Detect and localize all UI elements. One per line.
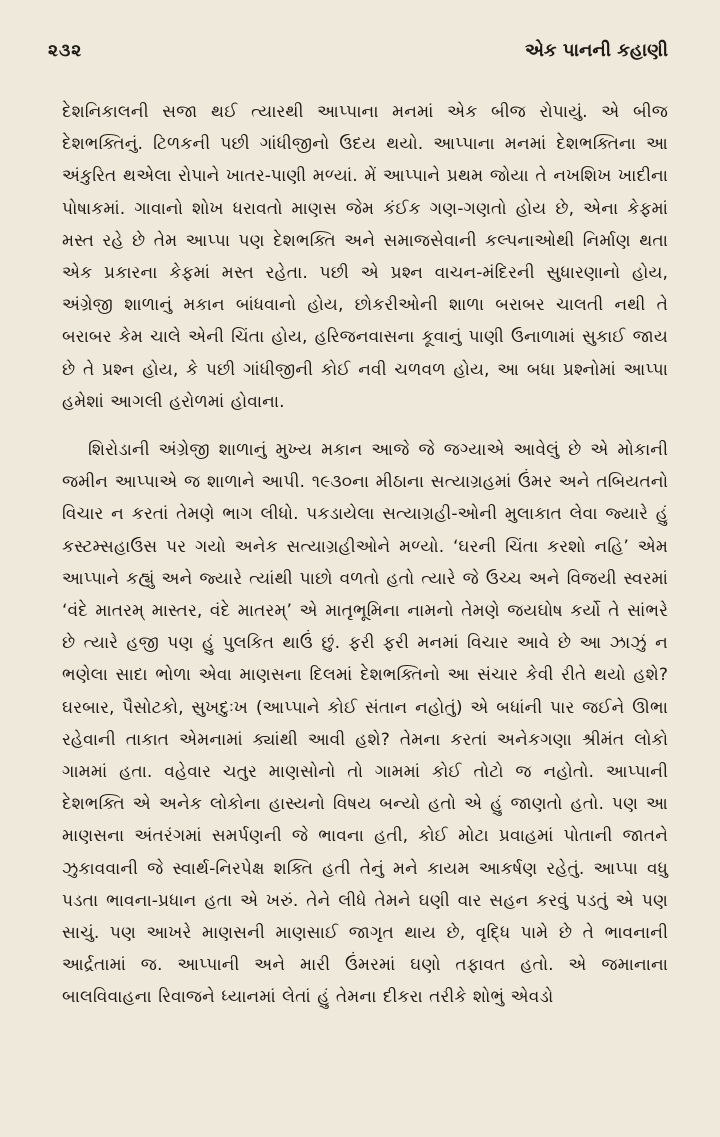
body-text (62, 96, 668, 1014)
paragraph-2: શિરોડાની અંગ્રેજી શાળાનું મુખ્ય મકાન આજે જે જગ્યાએ આવેલું છે એ મોકાની જમીન આપ્પાએ જ શાળાને આપી. ૧૯૩૦ના મીઠાના સત્યાગ્રહમાં ઉંમર અને તબિયતનો વિચાર ન કરતાં તેમણે ભાગ લીધો. પકડાયેલા સત્યાગ્રહી-ઓની મુલાકાત લેવા જ્યારે હું કસ્ટમ્સહાઉસ પર ગયો અનેક સત્યાગ્રહીઓને મળ્યો. ‘ઘરની ચિંતા કરશો નહિ’ એમ આપ્પાને કહ્યું અને જ્યારે ત્યાંથી પાછો વળતો હતો ત્યારે જે ઉચ્ચ અને વિજયી સ્વરમાં ‘વંદે માતરમ્ માસ્તર, વંદે માતરમ્’ એ માતૃભૂમિના નામનો તેમણે જયઘોષ કર્યો તે સાંભરે છે ત્યારે હજી પણ હું પુલકિત થાઉં છું. ફરી ફરી મનમાં વિચાર આવે છે આ ઝાઝું ન ભણેલા સાદા ભોળા એવા માણસના દિલમાં દેશભક્તિનો આ સંચાર કેવી રીતે થયો હશે? ઘરબાર, પૈસોટકો, સુખદુઃખ (આપ્પાને કોઈ સંતાન નહોતું) એ બધાંની પાર જઈને ઊભા રહેવાની તાકાત એમનામાં ક્યાંથી આવી હશે? તેમના કરતાં અનેકગણા શ્રીમંત લોકો ગામમાં હતા. વહેવાર ચતુર માણસોનો તો ગામમાં કોઈ તોટો જ નહોતો. આપ્પાની દેશભક્તિ એ અનેક લોકોના હાસ્યનો વિષય બન્યો હતો એ હું જાણતો હતો. પણ આ માણસના અંતરંગમાં સમર્પણની જે ભાવના હતી, કોઈ મોટા પ્રવાહમાં પોતાની જાતને ઝુકાવવાની જે સ્વાર્થ-નિરપેક્ષ શક્તિ હતી તેનું મને કાયમ આકર્ષણ રહેતું. આપ્પા વધુ પડતા ભાવના-પ્રધાન હતા એ ખરું. તેને લીધે તેમને ઘણી વાર સહન કરવું પડતું એ પણ સાચું. પણ આખરે માણસની માણસાઈ જાગૃત થાય છે, વૃદ્ધિ પામે છે તે ભાવનાની આર્દ્રતામાં જ. આપ્પાની અને મારી ઉંમરમાં ઘણો તફાવત હતો. એ જમાનાના બાલવિવાહના રિવાજને ધ્યાનમાં લેતાં હું તેમના દીકરા તરીકે શોભું એવડો (62, 440, 668, 1008)
running-title: એક પાનની કહાણી (524, 40, 668, 61)
page-header (48, 40, 668, 82)
page-number: ૨૩૨ (48, 41, 83, 61)
paragraph-1: દેશનિકાલની સજા થઈ ત્યારથી આપ્પાના મનમાં એક બીજ રોપાયું. એ બીજ દેશભક્તિનું. ટિળકની પછી ગાંધીજીનો ઉદય થયો. આપ્પાના મનમાં દેશભક્તિના આ અંકુરિત થએલા રોપાને ખાતર-પાણી મળ્યાં. મેં આપ્પાને પ્રથમ જોયા તે નખશિખ ખાદીના પોષાકમાં. ગાવાનો શોખ ધરાવતો માણસ જેમ કંઈક ગણ-ગણતો હોય છે, એના કેફમાં મસ્ત રહે છે તેમ આપ્પા પણ દેશભક્તિ અને સમાજસેવાની કલ્પનાઓથી નિર્માણ થતા એક પ્રકારના કેફમાં મસ્ત રહેતા. પછી એ પ્રશ્ન વાચન-મંદિરની સુધારણાનો હોય, અંગ્રેજી શાળાનું મકાન બાંધવાનો હોય, છોકરીઓની શાળા બરાબર ચાલતી નથી તે બરાબર કેમ ચાલે એની ચિંતા હોય, હરિજનવાસના કૂવાનું પાણી ઉનાળામાં સુકાઈ જાય છે તે પ્રશ્ન હોય, કે પછી ગાંધીજીની કોઈ નવી ચળવળ હોય, આ બધા પ્રશ્નોમાં આપ્પા હમેશાં આગલી હરોળમાં હોવાના. (62, 102, 668, 412)
